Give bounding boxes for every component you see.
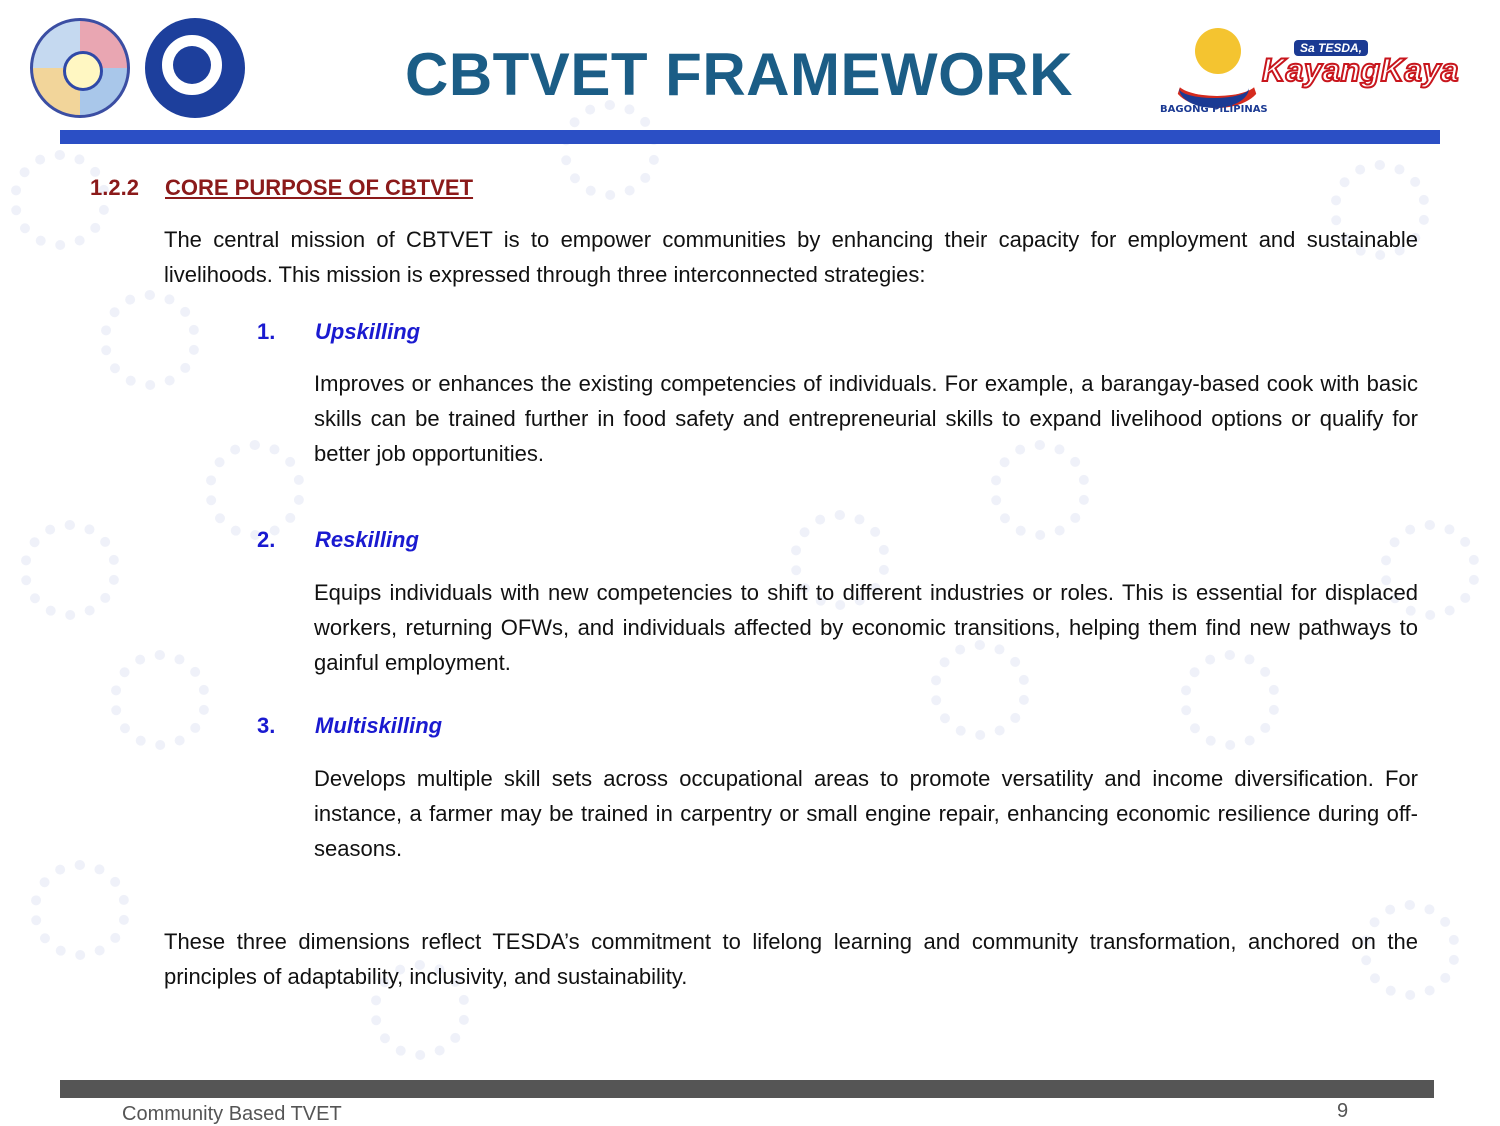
footer-divider (60, 1080, 1434, 1098)
section-number: 1.2.2 (90, 175, 139, 200)
watermark-seal-icon (560, 100, 660, 200)
item-heading: Multiskilling (315, 713, 443, 738)
tesda-seal-icon (145, 18, 245, 118)
conclusion-paragraph: These three dimensions reflect TESDA’s commitment to lifelong learning and community transformation, anchored on the principles of adaptability, inclusivity, and sustainability. (164, 929, 1418, 989)
watermark-seal-icon (20, 520, 120, 620)
item-heading: Reskilling (315, 527, 419, 552)
item-number: 3. (257, 713, 276, 738)
item-number: 1. (257, 319, 276, 344)
item-body: Develops multiple skill sets across occupational areas to promote versatility and income diversification. For instance, a farmer may be trained in carpentry or small engine repair, enhancing economic resilience during off-seasons. (314, 766, 1418, 861)
watermark-seal-icon (110, 650, 210, 750)
item-body: Equips individuals with new competencies to shift to different industries or roles. This is essential for displaced workers, returning OFWs, and individuals affected by economic transitions, helping them find new pathways to gainful employment. (314, 580, 1418, 675)
bagong-pilipinas-logo-icon (1160, 20, 1275, 120)
intro-paragraph: The central mission of CBTVET is to empower communities by enhancing their capacity for employment and sustainable livelihoods. This mission is expressed through three interconnected strategies: (164, 227, 1418, 287)
kayang-kaya-sub-label: Sa TESDA, (1294, 40, 1368, 56)
page-number: 9 (1337, 1100, 1349, 1122)
watermark-seal-icon (100, 290, 200, 390)
cbtvet-framework-logo-icon (30, 18, 130, 118)
header-divider (60, 130, 1440, 144)
page-title: CBTVET FRAMEWORK (405, 41, 1073, 108)
kayang-kaya-logo-icon (1262, 40, 1480, 90)
watermark-seal-icon (205, 440, 305, 540)
bagong-pilipinas-label: BAGONG PILIPINAS (1160, 104, 1268, 115)
watermark-seal-icon (30, 860, 130, 960)
kayang-kaya-main-label: KayangKaya (1262, 52, 1460, 88)
item-number: 2. (257, 527, 276, 552)
section-title: CORE PURPOSE OF CBTVET (165, 175, 474, 200)
footer-label: Community Based TVET (122, 1103, 342, 1125)
item-heading: Upskilling (315, 319, 421, 344)
item-body: Improves or enhances the existing competencies of individuals. For example, a barangay-based cook with basic skills can be trained further in food safety and entrepreneurial skills to expand livelihood options or qualify for better job opportunities. (314, 371, 1418, 466)
